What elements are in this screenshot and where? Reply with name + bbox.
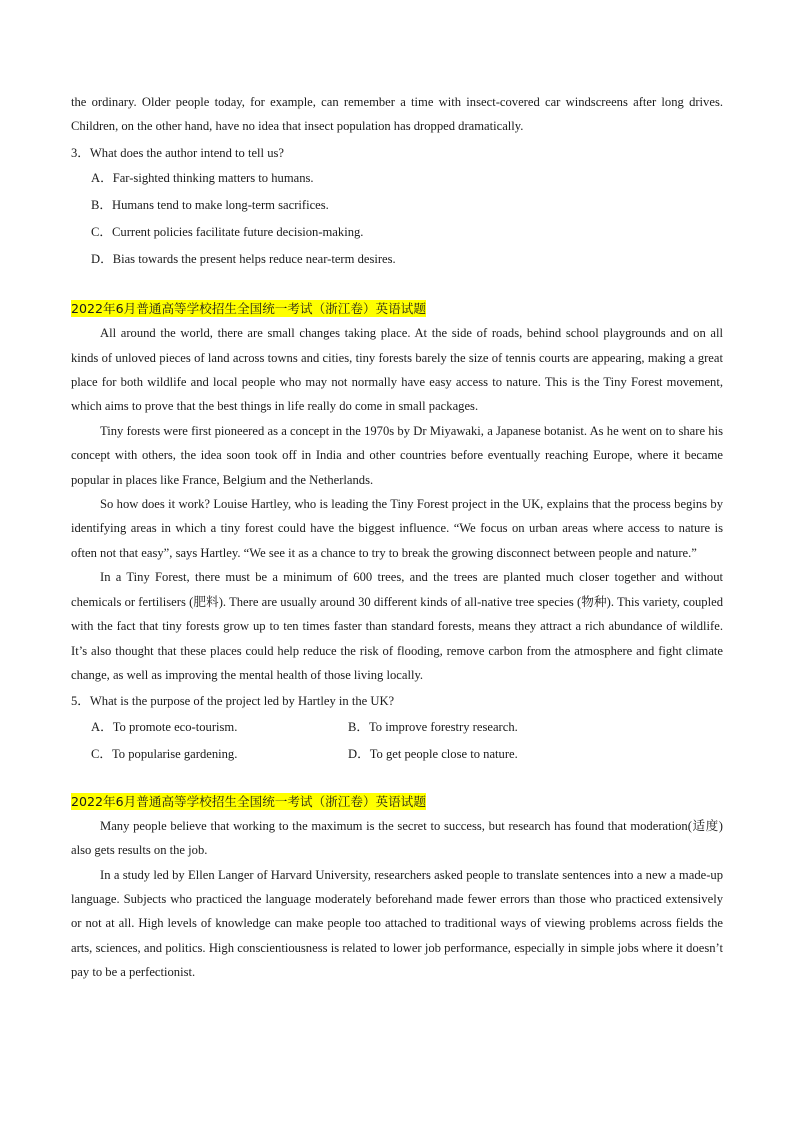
- q3-option-a: A．Far-sighted thinking matters to humans.: [91, 171, 314, 186]
- q3-option-c: C．Current policies facilitate future decision-making.: [91, 225, 364, 240]
- question-5: 5．What is the purpose of the project led by Hartley in the UK?: [71, 694, 395, 709]
- q3-option-b: B．Humans tend to make long-term sacrifices.: [91, 198, 329, 213]
- q5-options-row-2: [71, 741, 723, 768]
- section1-heading-text: 2022年6月普通高等学校招生全国统一考试（浙江卷）英语试题: [71, 301, 426, 317]
- q5-option-c: C．To popularise gardening.: [91, 746, 238, 761]
- page-content: [71, 90, 723, 985]
- q5-option-a: A．To promote eco-tourism.: [91, 719, 238, 734]
- section1-paragraph-2: Tiny forests were first pioneered as a concept in the 1970s by Dr Miyawaki, a Japanese botanist. As he went on to share his concept with others, the idea soon took off in India and other countries before eventually reaching Europe, where it became popular in places like France, Belgium and the Netherlands.: [71, 423, 723, 487]
- q5-options-row-1: [71, 714, 723, 741]
- q5-option-d: D．To get people close to nature.: [348, 746, 518, 761]
- section1-paragraph-1: All around the world, there are small changes taking place. At the side of roads, behind school playgrounds and on all kinds of unloved pieces of land across towns and cities, tiny forests barely the size of tennis courts are appearing, making a great place for both wildlife and local people who may not normally have easy access to nature. This is the Tiny Forest movement, which aims to prove that the best things in life really do come in small packages.: [71, 326, 723, 414]
- section2-paragraph-2: In a study led by Ellen Langer of Harvard University, researchers asked people to translate sentences into a new a made-up language. Subjects who practiced the language moderately beforehand made fewer errors than those who practiced extensively or not at all. High levels of knowledge can make people too attached to traditional ways of viewing problems across fields the arts, sciences, and politics. High conscientiousness is related to lower job performance, especially in simple jobs where it doesn’t pay to be a perfectionist.: [71, 867, 723, 980]
- question-3: 3．What does the author intend to tell us?: [71, 145, 284, 160]
- q5-option-b: B．To improve forestry research.: [348, 719, 518, 734]
- section2-heading: [71, 790, 723, 814]
- q3-option-d: D．Bias towards the present helps reduce near-term desires.: [91, 252, 396, 267]
- section2-paragraph-1: Many people believe that working to the maximum is the secret to success, but research has found that moderation(适度) also gets results on the job.: [71, 818, 723, 858]
- section1-paragraph-3: So how does it work? Louise Hartley, who is leading the Tiny Forest project in the UK, explains that the process begins by identifying areas in which a tiny forest could have the biggest influence. “We focus on urban areas where access to nature is often not that easy”, says Hartley. “We see it as a chance to try to break the growing disconnect between people and nature.”: [71, 497, 723, 560]
- section1-heading: [71, 297, 723, 321]
- section1-paragraph-4: In a Tiny Forest, there must be a minimum of 600 trees, and the trees are planted much closer together and without chemicals or fertilisers (肥料). There are usually around 30 different kinds of all-native tree species (物种). This variety, coupled with the fact that tiny forests grow up to ten times faster than standard forests, means they attract a rich abundance of wildlife. It’s also thought that these places could help reduce the risk of flooding, remove carbon from the atmosphere and fight climate change, as well as improving the mental health of those living locally.: [71, 570, 723, 682]
- intro-paragraph: the ordinary. Older people today, for example, can remember a time with insect-covered car windscreens after long drives. Children, on the other hand, have no idea that insect population has dropped dramatically.: [71, 95, 723, 134]
- section2-heading-text: 2022年6月普通高等学校招生全国统一考试（浙江卷）英语试题: [71, 793, 426, 809]
